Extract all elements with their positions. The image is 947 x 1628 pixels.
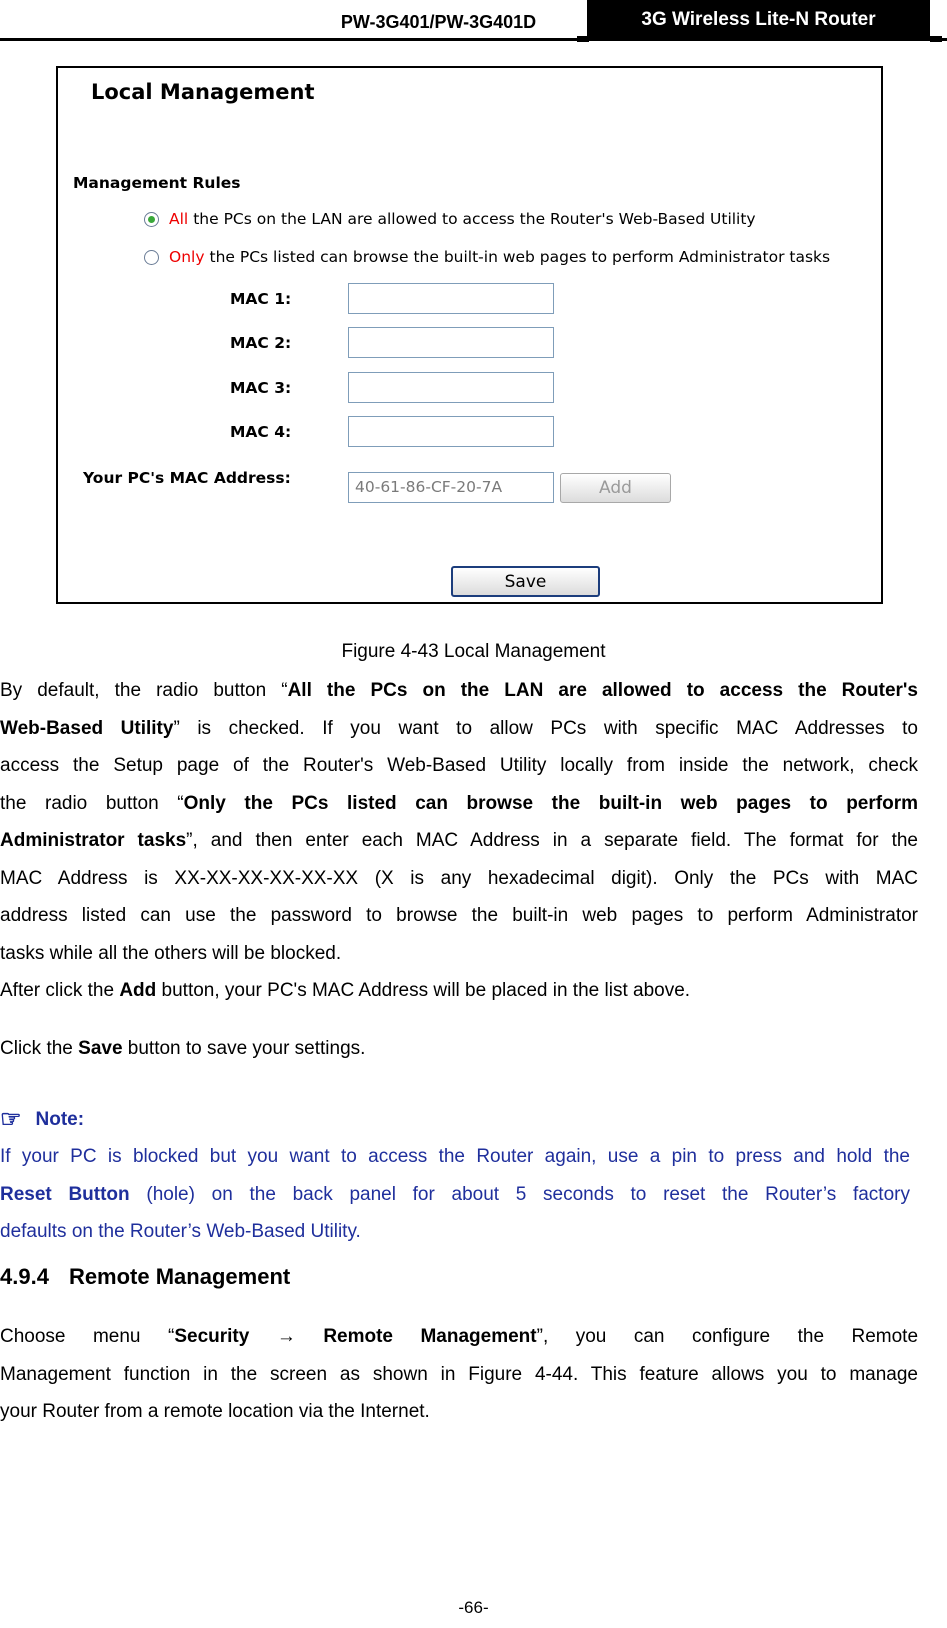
header-product-tab: 3G Wireless Lite-N Router: [587, 0, 930, 40]
paragraph-add-button: [0, 972, 918, 1010]
para-line: tasks while all the others will be blocked.: [0, 942, 342, 964]
mac4-label: MAC 4:: [230, 423, 292, 441]
mac1-label: MAC 1:: [230, 290, 292, 308]
arrow-icon: →: [276, 1326, 296, 1347]
para-line: access the Setup page of the Router's Web-Based Utility locally from inside the network, check: [0, 755, 918, 776]
text-run: ” is checked. If you want to allow PCs with specific MAC Addresses to: [173, 717, 918, 739]
your-mac-field[interactable]: 40-61-86-CF-20-7A: [348, 472, 554, 503]
radio-all-pcs-label: the PCs on the LAN are allowed to access the Router's Web-Based Utility: [193, 210, 756, 228]
radio-all-pcs-keyword: All: [169, 210, 189, 228]
note-heading: [0, 1105, 84, 1134]
para-line: [0, 672, 918, 710]
figure-caption: Figure 4-43 Local Management: [341, 641, 606, 662]
your-mac-label: Your PC's MAC Address:: [83, 469, 291, 487]
radio-all-pcs[interactable]: [144, 212, 159, 227]
note-body: [0, 1138, 910, 1251]
bold-run: Web-Based Utility: [0, 717, 174, 739]
pointing-hand-icon: ☞: [0, 1106, 22, 1133]
para-line: Management function in the screen as shown in Figure 4-44. This feature allows you to manage: [0, 1363, 918, 1385]
text-run: After click the: [0, 980, 120, 1001]
bold-run: Only the PCs listed can browse the built-in web pages to perform: [183, 792, 918, 814]
para-line: [0, 822, 918, 860]
paragraph-save-button: [0, 1030, 918, 1068]
para-line: your Router from a remote location via the Internet.: [0, 1401, 430, 1422]
local-management-figure: [56, 66, 883, 604]
mac2-label: MAC 2:: [230, 334, 292, 352]
bold-run: Administrator tasks: [0, 830, 187, 851]
mac2-field[interactable]: [348, 327, 554, 358]
radio-only-listed[interactable]: [144, 250, 159, 265]
text-run: ”, you can configure the Remote: [536, 1326, 919, 1347]
bold-run: All the PCs on the LAN are allowed to access the Router's: [287, 680, 918, 701]
bold-run: Remote Management: [323, 1326, 537, 1347]
note-line: If your PC is blocked but you want to access the Router again, use a pin to press and hold the: [0, 1146, 910, 1167]
para-line: [0, 785, 918, 823]
radio-all-pcs-row[interactable]: [144, 210, 756, 228]
header-rule-tick: [930, 36, 942, 42]
radio-only-listed-keyword: Only: [169, 248, 205, 266]
radio-only-listed-label: the PCs listed can browse the built-in web pages to perform Administrator tasks: [209, 248, 831, 266]
note-line: [0, 1176, 910, 1214]
bold-run: Reset Button: [0, 1183, 130, 1205]
text-run: (hole) on the back panel for about 5 seconds to reset the Router’s factory: [129, 1183, 910, 1205]
radio-only-listed-row[interactable]: [144, 248, 830, 266]
header-rule-tick: [577, 36, 589, 42]
section-heading: [0, 1264, 290, 1290]
mac3-field[interactable]: [348, 372, 554, 403]
text-run: the radio button “: [0, 792, 184, 814]
page-number: -66-: [458, 1598, 489, 1617]
text-run: Click the: [0, 1038, 79, 1059]
save-button[interactable]: Save: [451, 566, 600, 597]
text-run: Choose menu “: [0, 1326, 175, 1347]
text-run: button to save your settings.: [122, 1038, 366, 1059]
para-line: [0, 710, 918, 748]
header-model: PW-3G401/PW-3G401D: [340, 12, 537, 32]
paragraph-default-radio: [0, 672, 918, 972]
text-run: ”, and then enter each MAC Address in a separate field. The format for the: [186, 830, 918, 851]
para-line: [0, 1318, 918, 1356]
para-line: address listed can use the password to browse the built-in web pages to perform Administrator: [0, 905, 918, 926]
note-line: defaults on the Router’s Web-Based Utility.: [0, 1221, 361, 1242]
mac1-field[interactable]: [348, 283, 554, 314]
note-title: Note:: [35, 1109, 85, 1130]
bold-run: Save: [78, 1038, 123, 1059]
section-number: 4.9.4: [0, 1264, 49, 1289]
management-rules-heading: Management Rules: [73, 174, 241, 192]
add-button[interactable]: Add: [560, 473, 671, 503]
text-run: button, your PC's MAC Address will be placed in the list above.: [156, 980, 691, 1001]
para-line: MAC Address is XX-XX-XX-XX-XX-XX (X is any hexadecimal digit). Only the PCs with MAC: [0, 867, 918, 889]
paragraph-remote-management: [0, 1318, 918, 1431]
mac4-field[interactable]: [348, 416, 554, 447]
figure-title: Local Management: [91, 80, 315, 104]
text-run: By default, the radio button “: [0, 680, 288, 701]
section-title: Remote Management: [68, 1264, 291, 1289]
bold-run: Security: [174, 1326, 250, 1347]
bold-run: Add: [119, 980, 157, 1001]
mac3-label: MAC 3:: [230, 379, 292, 397]
header-rule: [0, 38, 947, 41]
